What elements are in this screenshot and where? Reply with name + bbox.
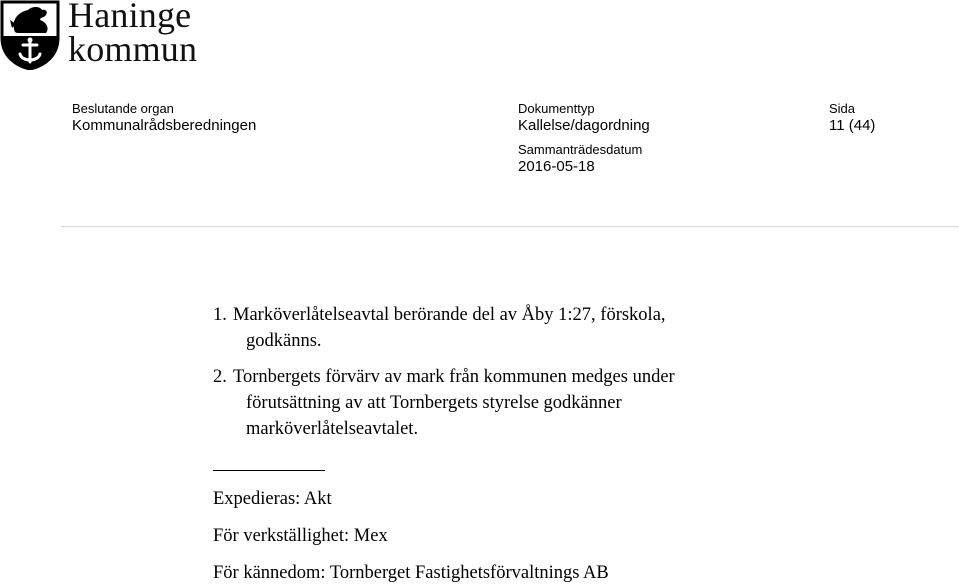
page-value: 11 (44) — [829, 117, 876, 134]
section-rule — [213, 470, 325, 471]
meeting-date-label: Sammanträdesdatum — [518, 142, 643, 157]
page-number-block — [829, 101, 875, 135]
item-line: förutsättning av att Tornbergets styrelse godkänner — [246, 393, 622, 413]
list-item — [213, 364, 913, 444]
header-divider — [61, 226, 959, 227]
list-item — [213, 302, 913, 358]
page-label: Sida — [829, 101, 856, 116]
item-line: Marköverlåtelseavtal berörande del av Åby 1:27, förskola, — [233, 305, 666, 325]
item-number: 1. — [213, 305, 227, 325]
org-name — [68, 0, 198, 69]
coat-of-arms-icon — [0, 0, 60, 70]
decision-body-block — [72, 101, 256, 135]
item-line: Tornbergets förvärv av mark från kommunen medges under — [233, 367, 675, 387]
org-name-line1: Haninge — [68, 0, 192, 35]
distribution-verkstallighet: För verkställighet: Mex — [213, 526, 388, 546]
item-line: marköverlåtelseavtalet. — [246, 419, 419, 439]
decision-body-label: Beslutande organ — [72, 101, 174, 116]
item-line: godkänns. — [246, 331, 322, 351]
org-name-line2: kommun — [68, 29, 198, 69]
haninge-logo — [0, 0, 230, 70]
doc-type-label: Dokumenttyp — [518, 101, 595, 116]
meeting-date-value: 2016-05-18 — [518, 158, 595, 175]
distribution-kannedom: För kännedom: Tornberget Fastighetsförvaltnings AB — [213, 563, 609, 583]
decision-body-value: Kommunalrådsberedningen — [72, 117, 257, 134]
doc-type-block — [518, 101, 650, 135]
doc-type-value: Kallelse/dagordning — [518, 117, 650, 134]
distribution-expedieras: Expedieras: Akt — [213, 489, 332, 509]
item-number: 2. — [213, 367, 227, 387]
meeting-date-block — [518, 142, 642, 176]
